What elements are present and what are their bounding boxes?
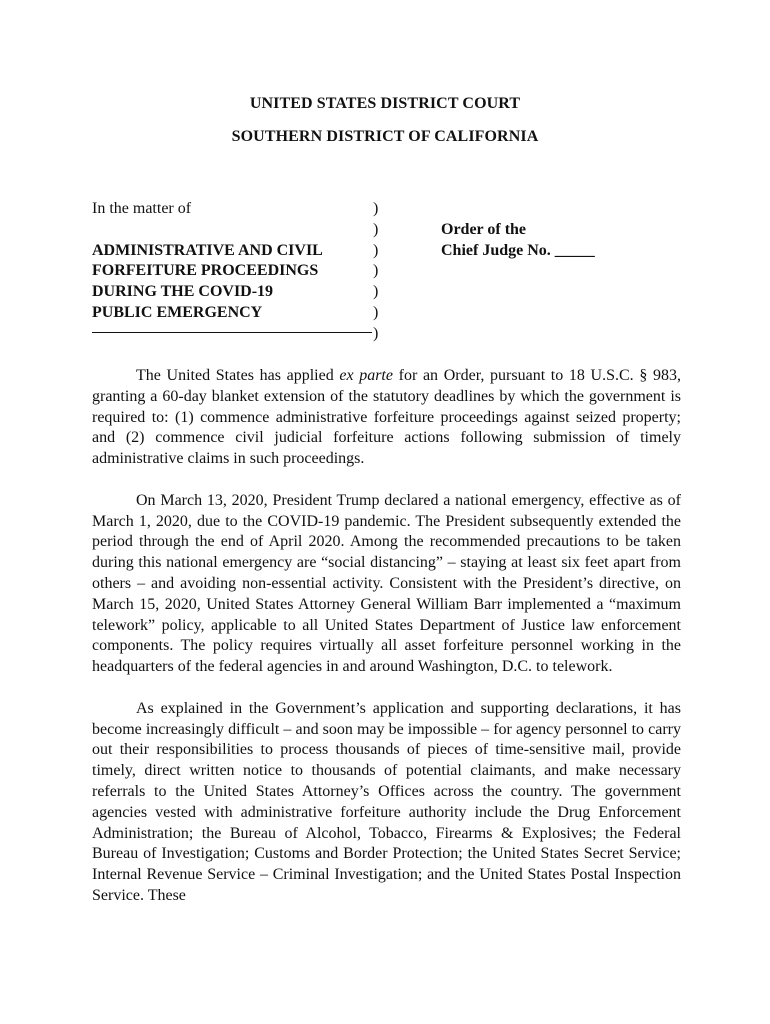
paragraph-2: On March 13, 2020, President Trump declared a national emergency, effective as of March 1, 2020, due to the COVID-19 pandemic. The President subsequently extended the period through the end of April 2020. Among the recommended precautions to be taken during this national emergency are “social distancing” – staying at least six feet apart from others – and avoiding non-essential activity. Consistent with the President’s directive, on March 15, 2020, United States Attorney General William Barr implemented a “maximum telework” policy, applicable to all United States Department of Justice law enforcement components. The policy requires virtually all asset forfeiture personnel working in the headquarters of the federal agencies in and around Washington, D.C. to telework. bbox=[92, 491, 681, 676]
document-body bbox=[92, 366, 681, 928]
caption-paren: ) bbox=[373, 200, 379, 217]
caption-paren: ) bbox=[373, 303, 379, 321]
caption-title-line-4: PUBLIC EMERGENCY bbox=[92, 303, 263, 321]
caption-paren: ) bbox=[373, 324, 379, 342]
order-title bbox=[441, 220, 595, 262]
paragraph-1-part-b: for an Order, pursuant to 18 U.S.C. § 983, granting a 60-day blanket extension of the statutory deadlines by which the government is required to: (1) commence administrative forfeiture proceedings against seized property; and (2) commence civil judicial forfeiture actions following submission of timely administrative claims in such proceedings. bbox=[92, 367, 681, 468]
case-caption bbox=[92, 199, 692, 349]
caption-paren: ) bbox=[373, 262, 379, 280]
caption-underline bbox=[92, 332, 372, 333]
order-line-2: Chief Judge No. _____ bbox=[441, 241, 595, 259]
court-district: SOUTHERN DISTRICT OF CALIFORNIA bbox=[231, 128, 539, 145]
caption-parentheses bbox=[373, 199, 383, 345]
paragraph-1-part-a: The United States has applied bbox=[136, 367, 340, 384]
caption-paren: ) bbox=[373, 220, 379, 238]
caption-paren: ) bbox=[373, 241, 379, 259]
caption-title-line-1: ADMINISTRATIVE AND CIVIL bbox=[92, 241, 323, 259]
paragraph-3: As explained in the Government’s application and supporting declarations, it has become increasingly difficult – and soon may be impossible – for agency personnel to carry out their responsibilities to process thousands of pieces of time-sensitive mail, provide timely, direct written notice to thousands of potential claimants, and make necessary referrals to the United States Attorney’s Offices across the country. The government agencies vested with administrative forfeiture authority include the Drug Enforcement Administration; the Bureau of Alcohol, Tobacco, Firearms & Explosives; the Federal Bureau of Investigation; Customs and Border Protection; the United States Secret Service; Internal Revenue Service – Criminal Investigation; and the United States Postal Inspection Service. These bbox=[92, 699, 681, 904]
paragraph-1-emphasis: ex parte bbox=[339, 367, 393, 384]
caption-title-line-2: FORFEITURE PROCEEDINGS bbox=[92, 262, 319, 280]
paragraph-1 bbox=[92, 366, 681, 470]
caption-title-line-3: DURING THE COVID-19 bbox=[92, 283, 274, 301]
caption-paren: ) bbox=[373, 283, 379, 301]
caption-left bbox=[92, 199, 372, 324]
order-line-1: Order of the bbox=[441, 220, 527, 238]
in-the-matter-of: In the matter of bbox=[92, 200, 192, 217]
court-name: UNITED STATES DISTRICT COURT bbox=[249, 95, 521, 112]
